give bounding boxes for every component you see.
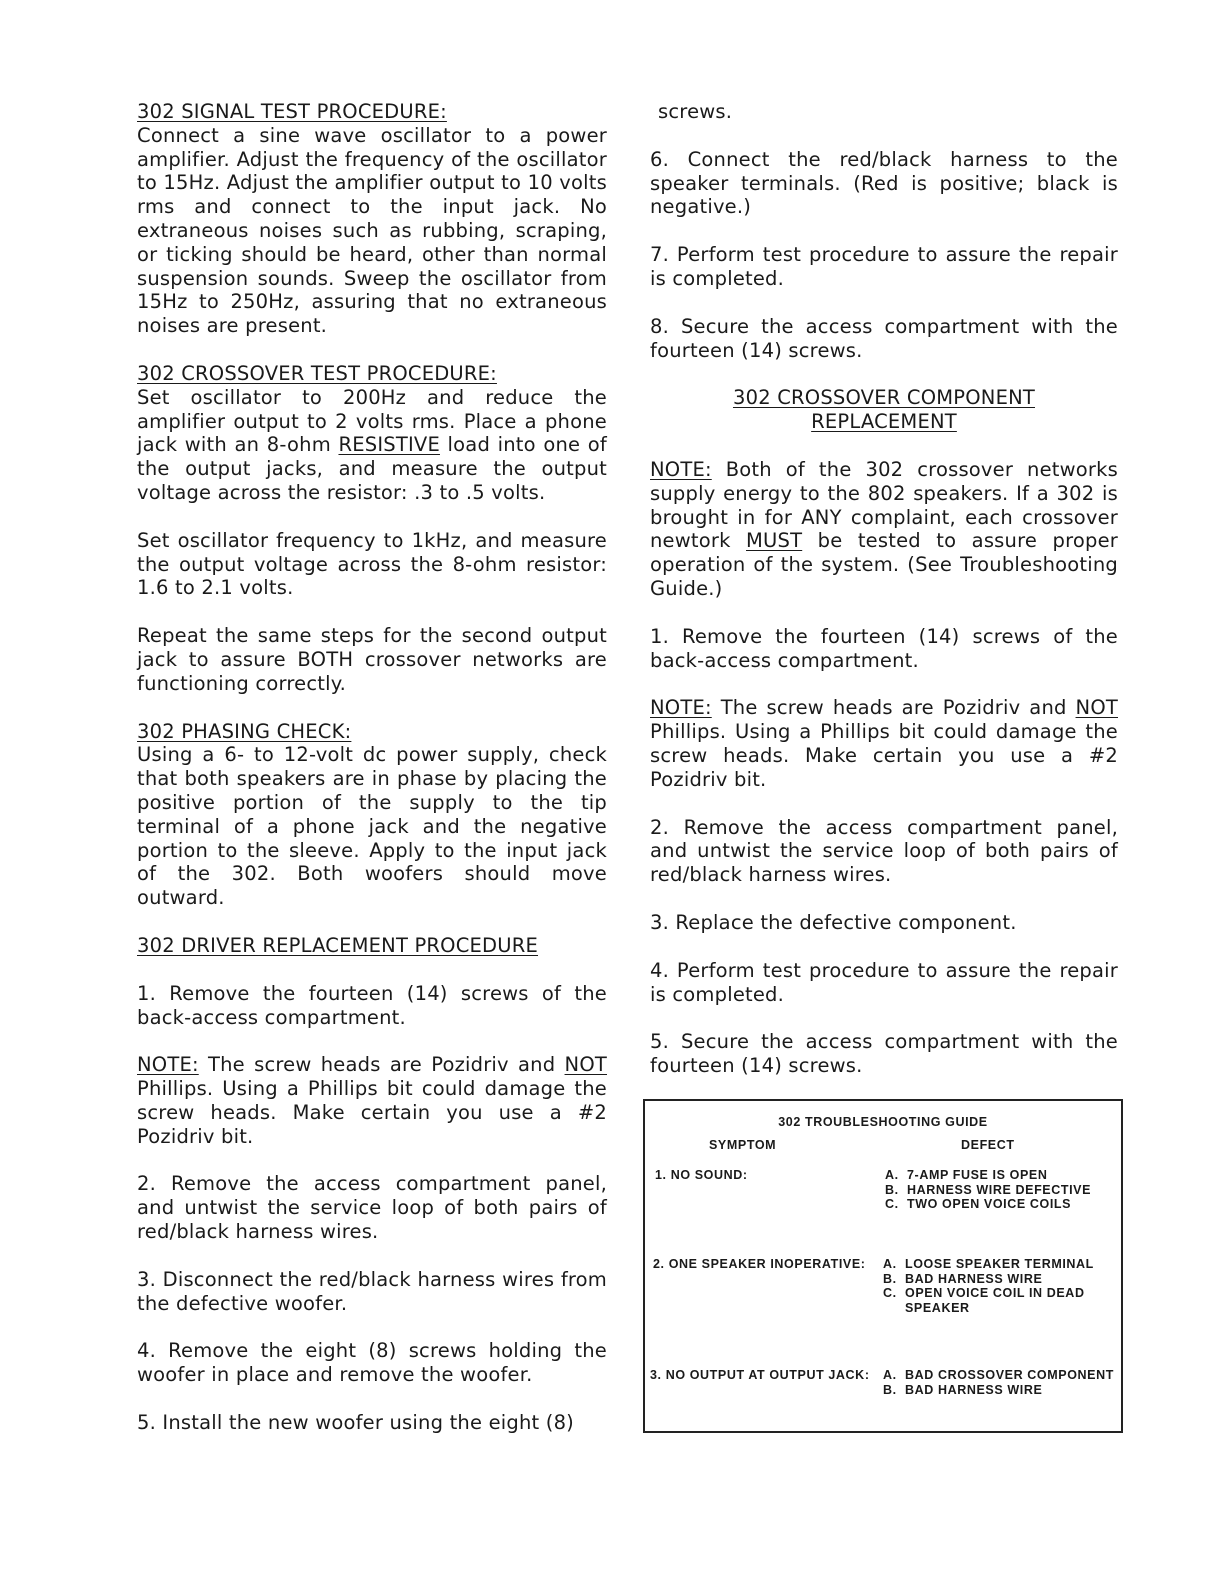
defect-list — [883, 1368, 1114, 1397]
driver-step-7: 7. Perform test procedure to assure the repair is completed. — [650, 243, 1118, 290]
component-note-2-not: NOT — [1075, 696, 1118, 720]
troubleshooting-title: 302 TROUBLESHOOTING GUIDE — [778, 1115, 988, 1129]
defect-text: HARNESS WIRE DEFECTIVE — [907, 1182, 1092, 1197]
driver-step-4: 4. Remove the eight (8) screws holding the woofer in place and remove the woofer. — [137, 1339, 607, 1387]
component-note-2 — [650, 696, 1118, 791]
crossover-test-body-b: load into one of the output jacks, and measure the output voltage across the resistor: .3 to .5 volts. — [137, 433, 607, 504]
driver-step-5-continued: screws. — [658, 100, 733, 123]
driver-step-6: 6. Connect the red/black harness to the speaker terminals. (Red is positive; black is negative.) — [650, 147, 1118, 219]
component-note-a: Both of the 302 crossover networks supply energy to the 802 speakers. If a 302 is brought in for ANY complaint, each crossover newtork — [650, 457, 1118, 553]
defect-text: OPEN VOICE COIL IN DEAD SPEAKER — [905, 1286, 1085, 1315]
defect-item — [883, 1286, 1109, 1315]
signal-test-body: Connect a sine wave oscillator to a power amplifier. Adjust the frequency of the oscillator to 15Hz. Adjust the amplifier output to 10 volts rms and connect to the input jack. No extraneous noises such as rubbing, scraping, or ticking should be heard, other than normal suspension sounds. Sweep the oscillator from 15Hz to 250Hz, assuring that no extraneous noises are present. — [137, 123, 607, 338]
right-column — [650, 100, 1118, 1102]
component-step-2: 2. Remove the access compartment panel, and untwist the service loop of both pairs of red/black harness wires. — [650, 815, 1118, 887]
driver-note-not: NOT — [564, 1053, 607, 1077]
driver-step-5: 5. Install the new woofer using the eight (8) — [137, 1411, 574, 1435]
component-heading-line-2: REPLACEMENT — [811, 410, 957, 434]
defect-item — [883, 1272, 1109, 1287]
driver-note-b: Phillips. Using a Phillips bit could damage the screw heads. Make certain you use a #2 Pozidriv bit. — [137, 1077, 607, 1148]
driver-note-label: NOTE: — [137, 1053, 199, 1077]
defect-list — [885, 1168, 1091, 1212]
signal-test-section — [137, 100, 607, 338]
component-note-2-label: NOTE: — [650, 696, 712, 720]
crossover-test-paragraph-2: Set oscillator frequency to 1kHz, and measure the output voltage across the 8-ohm resistor: 1.6 to 2.1 volts. — [137, 528, 607, 600]
driver-replacement-heading: 302 DRIVER REPLACEMENT PROCEDURE — [137, 933, 539, 957]
defect-text: LOOSE SPEAKER TERMINAL — [905, 1257, 1094, 1271]
symptom-cell: 1. NO SOUND: — [655, 1168, 748, 1182]
driver-step-2: 2. Remove the access compartment panel, and untwist the service loop of both pairs of red/black harness wires. — [137, 1172, 607, 1244]
component-note-2-a: The screw heads are Pozidriv and — [711, 696, 1076, 720]
phasing-check-heading: 302 PHASING CHECK: — [137, 719, 352, 743]
phasing-check-body: Using a 6- to 12-volt dc power supply, check that both speakers are in phase by placing the positive portion of the supply to the tip terminal of a phone jack and the negative portion to the sleeve. Apply to the input jack of the 302. Both woofers should move outward. — [137, 743, 607, 910]
defect-item — [885, 1183, 1091, 1198]
defect-item — [883, 1383, 1114, 1398]
component-note-2-b: Phillips. Using a Phillips bit could damage the screw heads. Make certain you use a #2 Pozidriv bit. — [650, 720, 1118, 791]
defect-item — [883, 1257, 1109, 1272]
component-step-4: 4. Perform test procedure to assure the repair is completed. — [650, 958, 1118, 1006]
defect-item — [885, 1168, 1091, 1183]
crossover-test-body-a: Set oscillator to 200Hz and reduce the amplifier output to 2 volts rms. Place a phone jack with an 8-ohm — [137, 385, 607, 457]
component-note-label: NOTE: — [650, 457, 712, 481]
symptom-cell: 3. NO OUTPUT AT OUTPUT JACK: — [650, 1368, 870, 1382]
crossover-test-body — [137, 386, 607, 505]
defect-letter: C. — [883, 1286, 897, 1300]
defect-letter: A. — [883, 1368, 897, 1382]
defect-letter: A. — [883, 1257, 897, 1271]
defect-letter: C. — [885, 1197, 899, 1211]
component-note — [650, 458, 1118, 601]
crossover-test-section — [137, 362, 607, 505]
crossover-test-heading: 302 CROSSOVER TEST PROCEDURE: — [137, 361, 497, 385]
symptom-cell: 2. ONE SPEAKER INOPERATIVE: — [653, 1257, 866, 1271]
defect-header: DEFECT — [961, 1138, 1015, 1152]
driver-note-a: The screw heads are Pozidriv and — [198, 1053, 565, 1077]
defect-item — [883, 1368, 1114, 1383]
defect-text: BAD HARNESS WIRE — [905, 1382, 1043, 1397]
component-replacement-heading — [650, 386, 1118, 434]
driver-note — [137, 1053, 607, 1148]
defect-letter: B. — [883, 1382, 897, 1397]
resistive-emphasis: RESISTIVE — [338, 433, 440, 457]
crossover-test-paragraph-3: Repeat the same steps for the second output jack to assure BOTH crossover networks are functioning correctly. — [137, 624, 607, 695]
driver-step-1: 1. Remove the fourteen (14) screws of the back-access compartment. — [137, 981, 607, 1029]
component-step-1: 1. Remove the fourteen (14) screws of the back-access compartment. — [650, 624, 1118, 672]
driver-step-3: 3. Disconnect the red/black harness wires from the defective woofer. — [137, 1267, 607, 1315]
defect-list — [883, 1257, 1109, 1315]
defect-item — [885, 1197, 1091, 1212]
left-column — [137, 100, 607, 1459]
component-step-5: 5. Secure the access compartment with the fourteen (14) screws. — [650, 1030, 1118, 1078]
defect-text: 7-AMP FUSE IS OPEN — [907, 1168, 1048, 1182]
component-note-must: MUST — [746, 529, 803, 553]
defect-letter: B. — [885, 1182, 899, 1197]
defect-letter: A. — [885, 1168, 899, 1182]
troubleshooting-guide-box — [643, 1099, 1123, 1433]
component-heading-line-1: 302 CROSSOVER COMPONENT — [732, 386, 1035, 410]
component-step-3: 3. Replace the defective component. — [650, 910, 1017, 934]
defect-text: BAD HARNESS WIRE — [905, 1271, 1043, 1286]
symptom-header: SYMPTOM — [709, 1138, 777, 1152]
signal-test-heading: 302 SIGNAL TEST PROCEDURE: — [137, 100, 447, 123]
component-note-b: be tested to assure proper operation of the system. (See Troubleshooting Guide.) — [650, 529, 1118, 600]
defect-text: TWO OPEN VOICE COILS — [907, 1197, 1072, 1211]
phasing-check-section — [137, 720, 607, 910]
defect-text: BAD CROSSOVER COMPONENT — [905, 1368, 1114, 1382]
driver-step-8: 8. Secure the access compartment with the fourteen (14) screws. — [650, 314, 1118, 362]
defect-letter: B. — [883, 1271, 897, 1286]
